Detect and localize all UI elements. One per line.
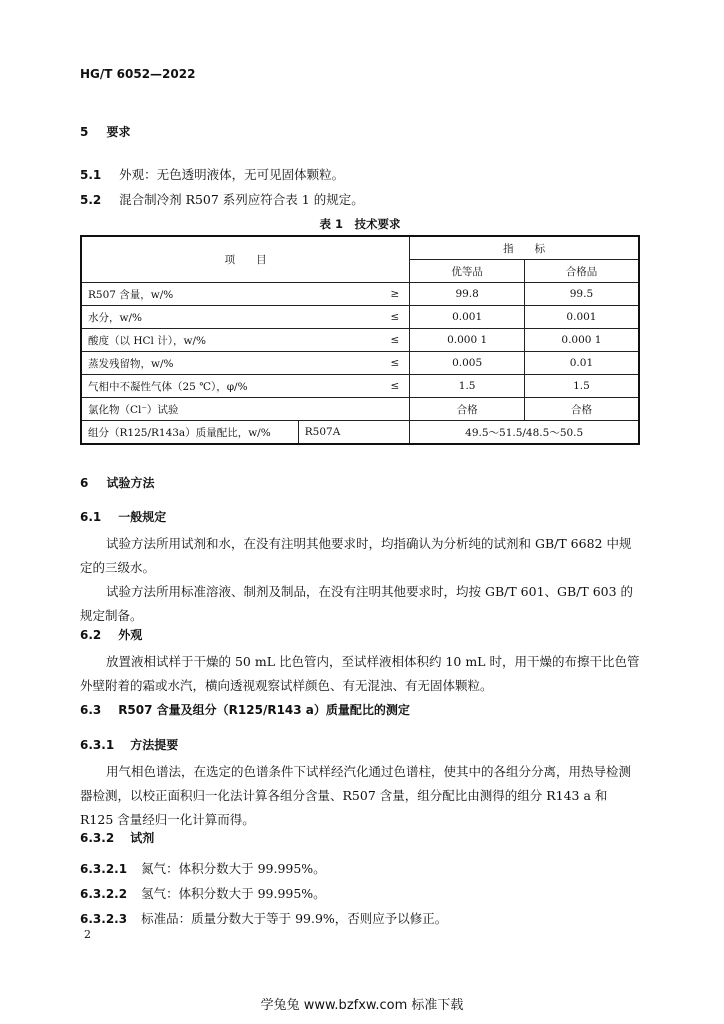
section-6-heading <box>80 474 155 491</box>
section-5-heading <box>80 123 131 140</box>
table-row <box>81 352 639 375</box>
header-index: 指 标 <box>410 236 639 260</box>
row-symbol: ≤ <box>298 329 410 352</box>
row-qualified: 99.5 <box>524 283 639 306</box>
section-number: 5 <box>80 125 89 139</box>
section-number: 6 <box>80 476 89 490</box>
clause-text: 混合制冷剂 R507 系列应符合表 1 的规定。 <box>119 192 364 207</box>
clause-text: 氮气：体积分数大于 99.995%。 <box>141 861 326 876</box>
section-6-3-heading <box>80 701 410 718</box>
clause-6-3-2-3 <box>80 908 447 927</box>
clause-number: 6.3.2.1 <box>80 862 128 876</box>
section-title: 一般规定 <box>118 510 167 524</box>
clause-number: 5.1 <box>80 168 102 182</box>
section-title: 试剂 <box>130 831 155 845</box>
section-number: 6.3.1 <box>80 738 115 752</box>
clause-text: 标准品：质量分数大于等于 99.9%，否则应予以修正。 <box>141 911 448 926</box>
row-symbol: ≤ <box>298 352 410 375</box>
row-qualified: 0.001 <box>524 306 639 329</box>
row-qualified: 0.01 <box>524 352 639 375</box>
table-row <box>81 398 639 421</box>
row-premium: 0.005 <box>410 352 525 375</box>
section-title: 要求 <box>106 125 131 139</box>
clause-6-3-2-1 <box>80 858 326 877</box>
clause-number: 6.3.2.2 <box>80 887 128 901</box>
section-title: R507 含量及组分（R125/R143 a）质量配比的测定 <box>118 703 410 717</box>
header-premium: 优等品 <box>410 260 525 283</box>
row-item: 酸度（以 HCl 计），w/% <box>81 329 298 352</box>
row-symbol: ≤ <box>298 375 410 398</box>
row-value: 49.5～51.5/48.5～50.5 <box>410 421 639 445</box>
section-title: 试验方法 <box>106 476 155 490</box>
row-qualified: 合格 <box>524 398 639 421</box>
section-6-2-heading <box>80 626 142 643</box>
row-item: 蒸发残留物，w/% <box>81 352 298 375</box>
clause-5-2 <box>80 189 364 208</box>
footer-link[interactable]: 学兔兔 www.bzfxw.com 标准下载 <box>260 998 464 1013</box>
section-number: 6.1 <box>80 510 102 524</box>
table-caption: 表 1 技术要求 <box>319 217 401 231</box>
row-type: R507A <box>298 421 410 445</box>
clause-number: 5.2 <box>80 193 102 207</box>
clause-number: 6.3.2.3 <box>80 912 128 926</box>
row-premium: 99.8 <box>410 283 525 306</box>
section-title: 外观 <box>118 628 143 642</box>
table-row <box>81 283 639 306</box>
section-number: 6.3.2 <box>80 831 115 845</box>
paragraph: 试验方法所用标准溶液、制剂及制品，在没有注明其他要求时，均按 GB/T 601、GB/T 603 的规定制备。 <box>80 584 634 623</box>
header-qualified: 合格品 <box>524 260 639 283</box>
paragraph: 放置液相试样于干燥的 50 mL 比色管内，至试样液相体积约 10 mL 时，用干燥的布擦干比色管外壁附着的霜或水汽，横向透视观察试样颜色、有无混浊、有无固体颗粒。 <box>80 654 640 693</box>
row-item: R507 含量，w/% <box>81 283 298 306</box>
row-item: 水分，w/% <box>81 306 298 329</box>
row-premium: 0.000 1 <box>410 329 525 352</box>
section-number: 6.2 <box>80 628 102 642</box>
table-row <box>81 306 639 329</box>
paragraph: 用气相色谱法，在选定的色谱条件下试样经汽化通过色谱柱，使其中的各组分分离，用热导检测器检测，以校正面积归一化法计算各组分含量、R507 含量，组分配比由测得的组分 R143 a 和 R125 含量经归一化计算而得。 <box>80 764 632 827</box>
row-premium: 1.5 <box>410 375 525 398</box>
clause-text: 氢气：体积分数大于 99.995%。 <box>141 886 326 901</box>
page-number: 2 <box>84 928 91 941</box>
section-6-3-2-heading <box>80 829 154 846</box>
table-row <box>81 375 639 398</box>
clause-6-3-2-2 <box>80 883 326 902</box>
row-symbol: ≤ <box>298 306 410 329</box>
row-item: 气相中不凝性气体（25 ℃），φ/% <box>81 375 298 398</box>
clause-text: 外观：无色透明液体，无可见固体颗粒。 <box>119 167 345 182</box>
section-6-3-1-heading <box>80 736 178 753</box>
row-premium: 0.001 <box>410 306 525 329</box>
section-number: 6.3 <box>80 703 102 717</box>
row-item: 氯化物（Cl⁻）试验 <box>81 398 298 421</box>
document-header: HG/T 6052—2022 <box>80 67 196 81</box>
row-symbol <box>298 398 410 421</box>
row-qualified: 1.5 <box>524 375 639 398</box>
header-item: 项 目 <box>81 236 410 283</box>
section-6-1-heading <box>80 508 166 525</box>
row-qualified: 0.000 1 <box>524 329 639 352</box>
table-row <box>81 329 639 352</box>
technical-requirements-table <box>80 235 640 445</box>
table-row <box>81 421 639 445</box>
section-title: 方法提要 <box>130 738 179 752</box>
row-symbol: ≥ <box>298 283 410 306</box>
paragraph: 试验方法所用试剂和水，在没有注明其他要求时，均指确认为分析纯的试剂和 GB/T 6682 中规定的三级水。 <box>80 536 632 575</box>
clause-5-1 <box>80 164 344 183</box>
row-item: 组分（R125/R143a）质量配比，w/% <box>81 421 298 445</box>
row-premium: 合格 <box>410 398 525 421</box>
